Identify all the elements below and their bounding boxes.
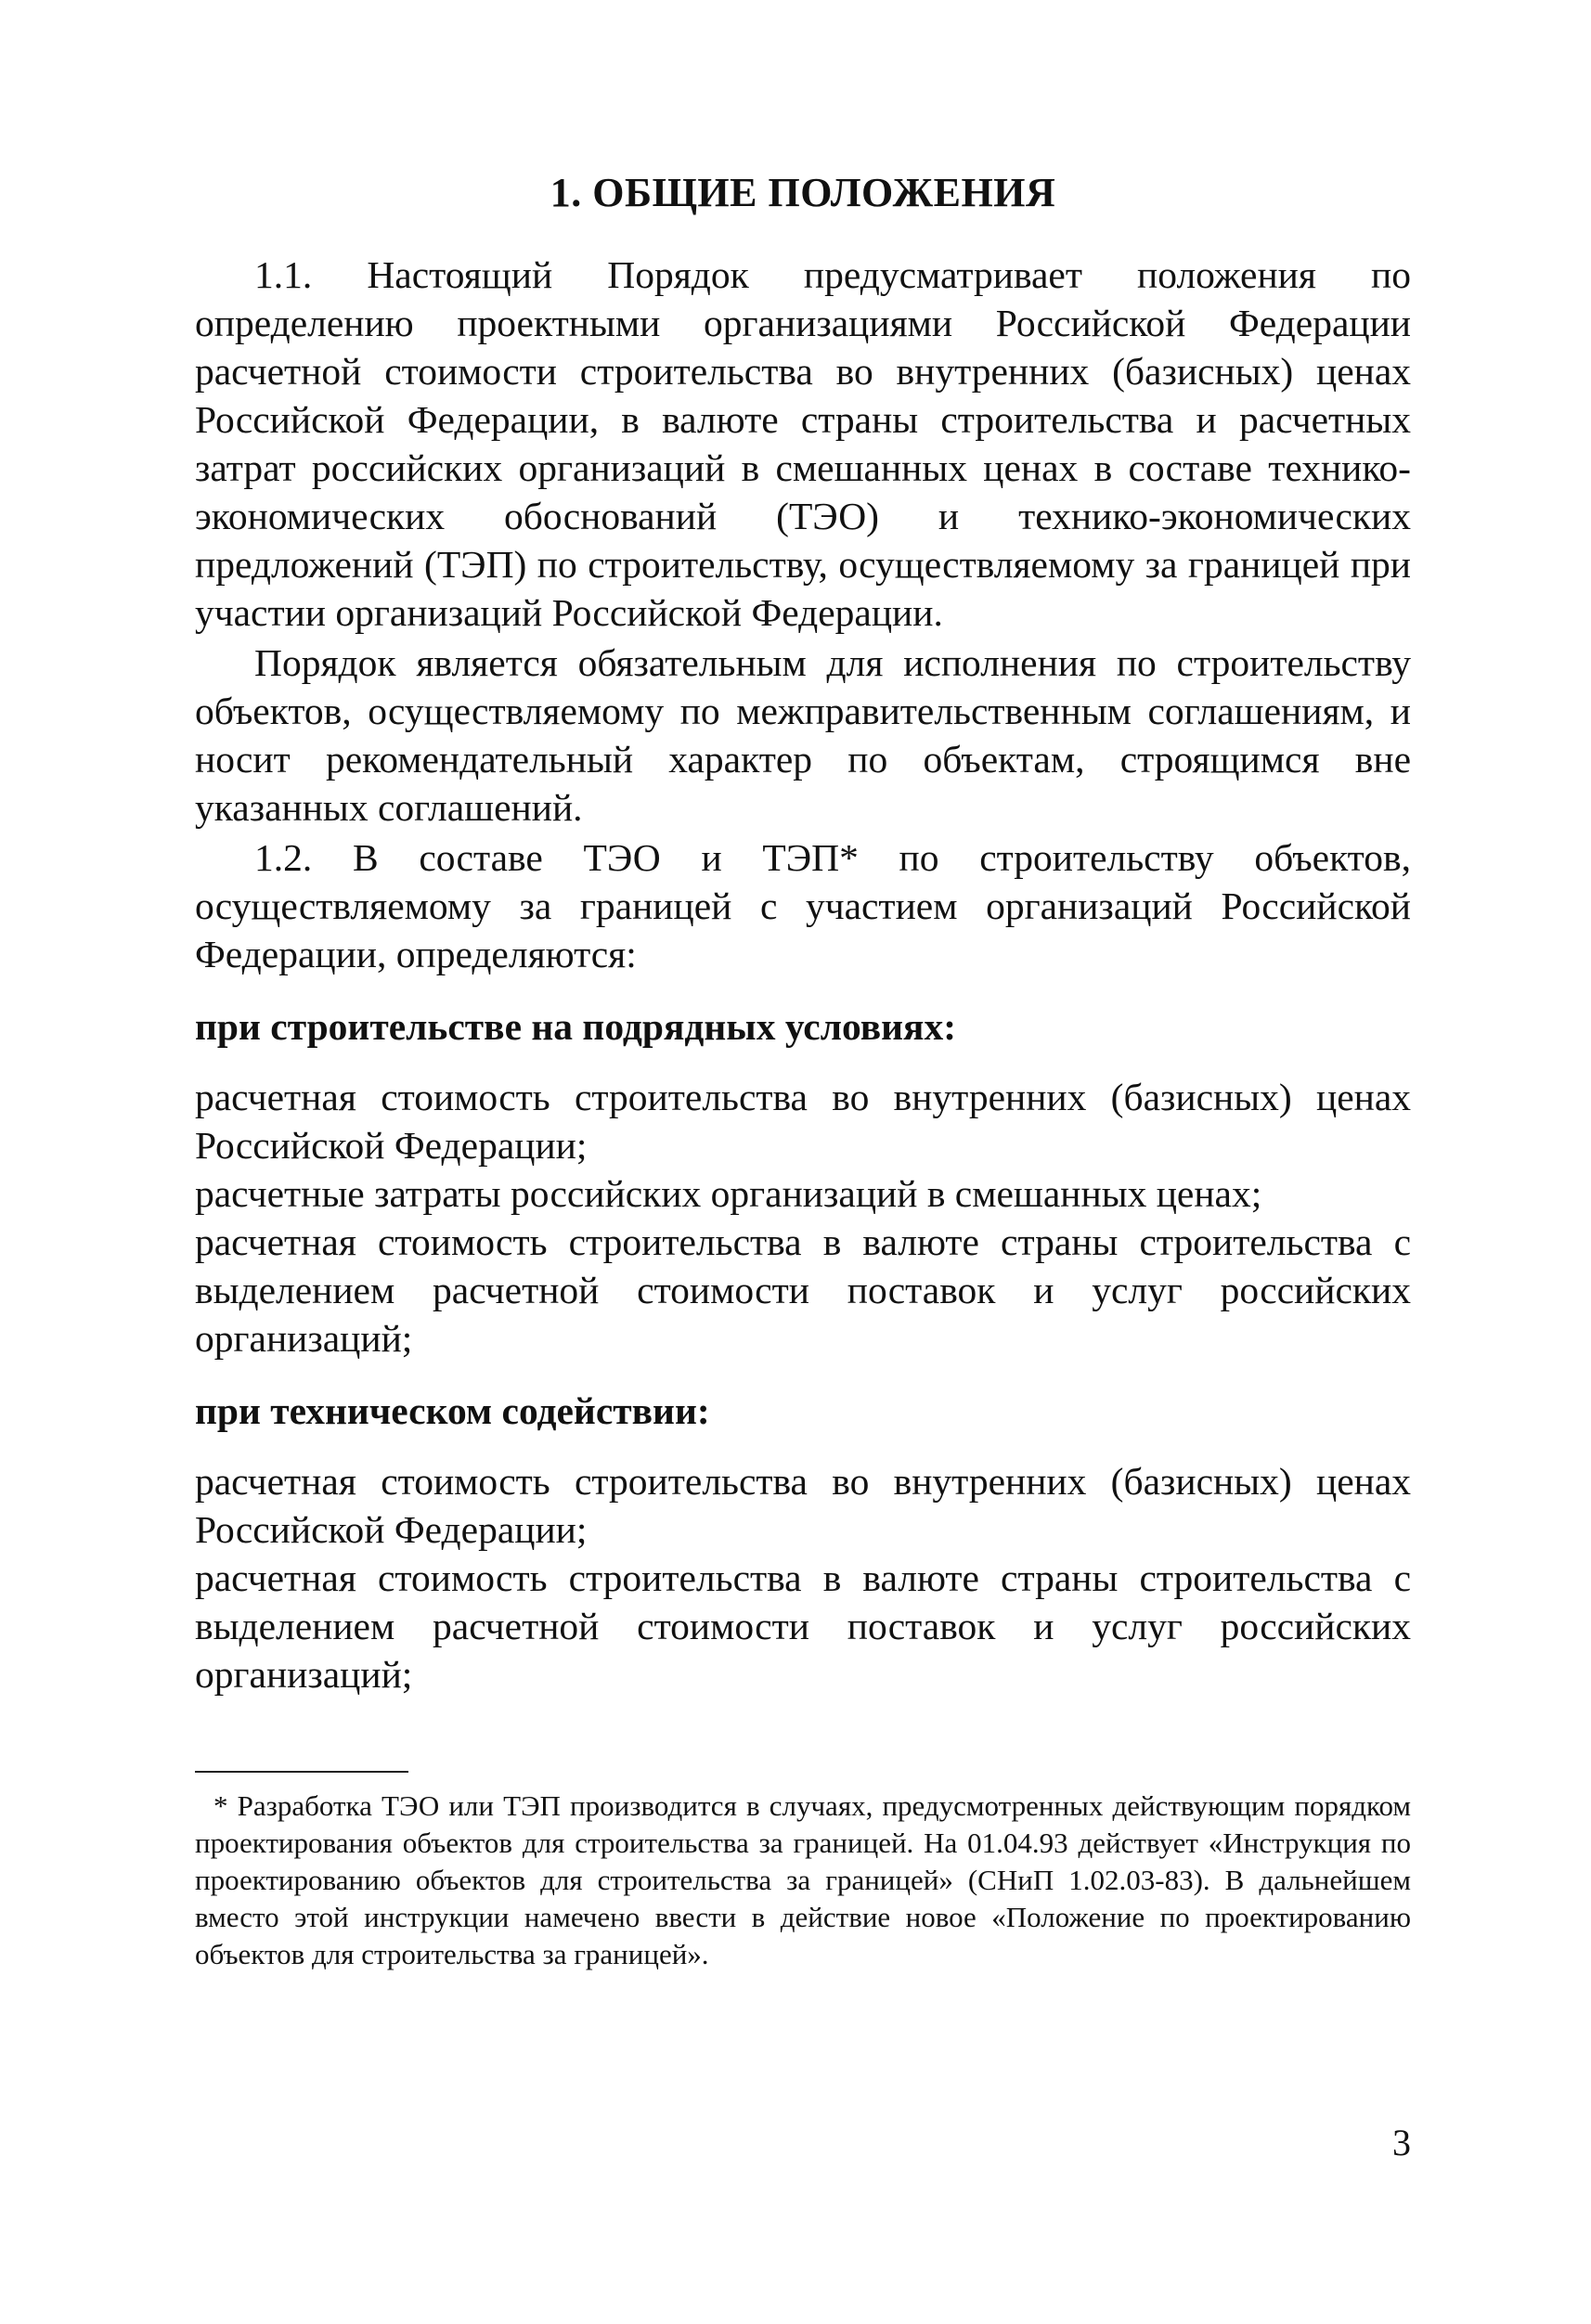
list-item: расчетная стоимость строительства во внутренних (базисных) ценах Российской Федерации; [195,1076,1411,1167]
footnote: * Разработка ТЭО или ТЭП производится в случаях, предусмотренных действующим порядком проектирования объектов для строительства за границей. На 01.04.93 действует «Инструкция по проектированию объектов для строительства за границей» (СНиП 1.02.03-83). В дальнейшем вместо этой инструкции намечено ввести в действие новое «Положение по проектированию объектов для строительства за границей». [195,1789,1411,1970]
list-item: расчетная стоимость строительства во внутренних (базисных) ценах Российской Федерации; [195,1460,1411,1551]
technical-items-list [195,1457,1411,1698]
section-heading: 1. ОБЩИЕ ПОЛОЖЕНИЯ [550,170,1056,215]
page-number: 3 [1392,2122,1411,2163]
list-item: расчетная стоимость строительства в валюте страны строительства с выделением расчетной стоимости поставок и услуг российских организаций; [195,1556,1411,1696]
contract-items-list [195,1073,1411,1362]
subheading-technical: при техническом содействии: [195,1389,710,1432]
footnote-divider [195,1771,408,1773]
paragraph-order: Порядок является обязательным для исполнения по строительству объектов, осуществляемому по межправительственным соглашениям, и носит рекомендательный характер по объектам, строящимся вне указанных соглашений. [195,641,1411,829]
paragraph-1-1: 1.1. Настоящий Порядок предусматривает положения по определению проектными организациями Российской Федерации расчетной стоимости строительства во внутренних (базисных) ценах Российской Федерации, в валюте страны строительства и расчетных затрат российских организаций в смешанных ценах в составе технико-экономических обоснований (ТЭО) и технико-экономических предложений (ТЭП) по строительству, осуществляемому за границей при участии организаций Российской Федерации. [195,253,1411,634]
list-item: расчетные затраты российских организаций в смешанных ценах; [195,1172,1262,1215]
paragraph-1-2: 1.2. В составе ТЭО и ТЭП* по строительству объектов, осуществляемому за границей с участием организаций Российской Федерации, определяются: [195,836,1411,975]
document-page [195,139,1411,1973]
subheading-contract: при строительстве на подрядных условиях: [195,1005,957,1048]
list-item: расчетная стоимость строительства в валюте страны строительства с выделением расчетной стоимости поставок и услуг российских организаций; [195,1220,1411,1360]
